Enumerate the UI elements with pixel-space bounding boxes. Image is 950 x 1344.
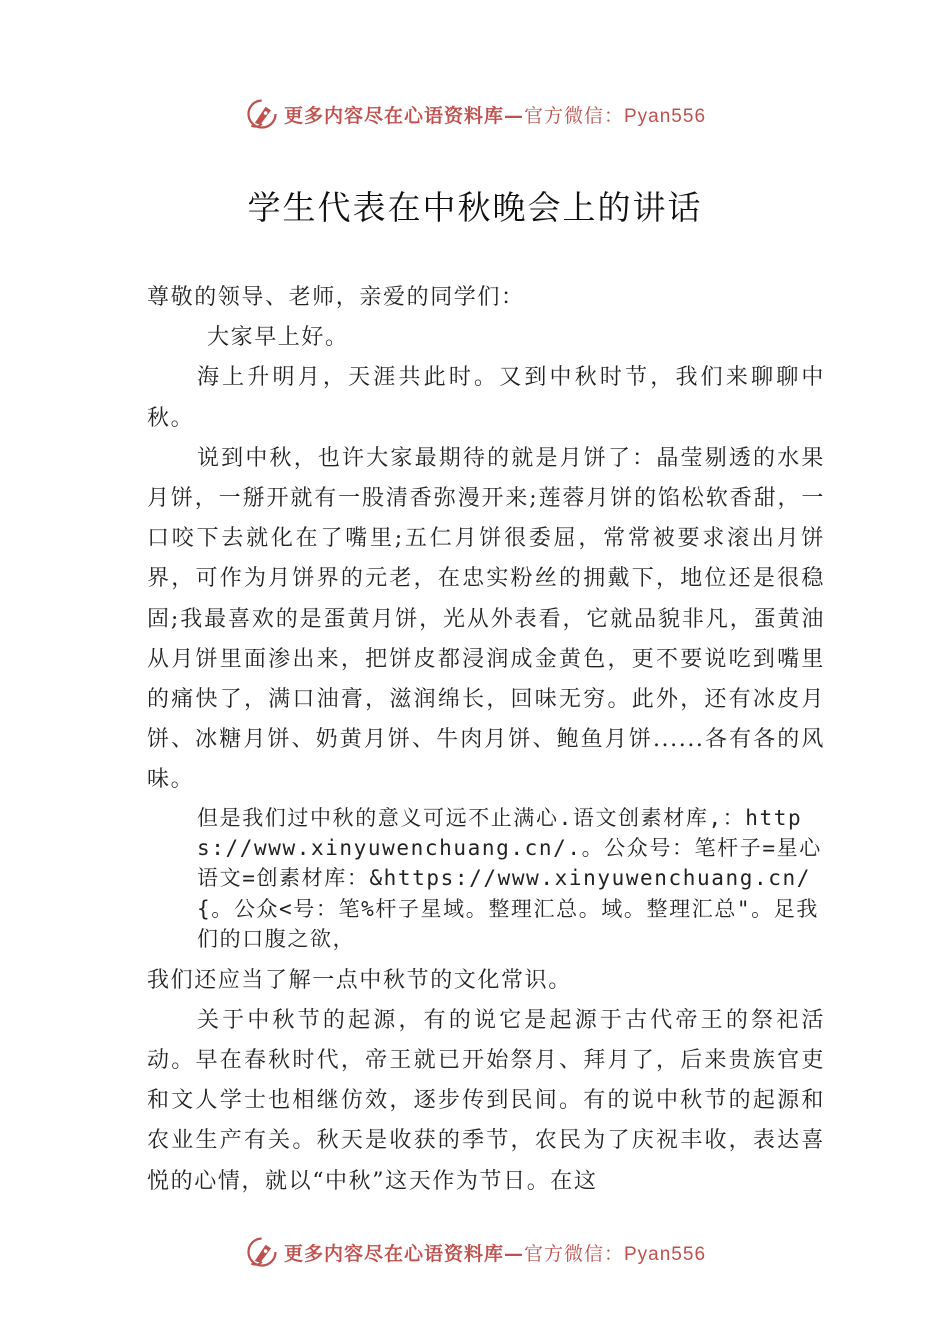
pen-nib-logo-icon	[244, 1234, 280, 1270]
pen-nib-logo-icon	[244, 96, 280, 132]
greeting: 大家早上好。	[207, 325, 349, 351]
header-banner	[0, 94, 950, 134]
paragraph-2: 说到中秋，也许大家最期待的就是月饼了：晶莹剔透的水果月饼，一掰开就有一股清香弥漫开来;莲蓉月饼的馅松软香甜，一口咬下去就化在了嘴里;五仁月饼很委屈，常常被要求滚出月饼界，可作为月饼界的元老，在忠实粉丝的拥戴下，地位还是很稳固;我最喜欢的是蛋黄月饼，光从外表看，它就品貌非凡，蛋黄油从月饼里面渗出来，把饼皮都浸润成金黄色，更不要说吃到嘴里的痛快了，满口油膏，滋润绵长，回味无穷。此外，还有冰皮月饼、冰糖月饼、奶黄月饼、牛肉月饼、鲍鱼月饼......各有各的风味。	[147, 445, 825, 793]
document-body	[147, 278, 825, 1202]
footer-banner	[0, 1232, 950, 1272]
document-title: 学生代表在中秋晚会上的讲话	[247, 188, 703, 227]
paragraph-3-tail: 我们还应当了解一点中秋节的文化常识。	[147, 967, 572, 993]
salutation: 尊敬的领导、老师，亲爱的同学们：	[147, 285, 525, 310]
footer-banner-text: 更多内容尽在心语资料库—官方微信：Pyan556	[283, 1242, 707, 1265]
header-banner-text: 更多内容尽在心语资料库—官方微信：Pyan556	[283, 104, 707, 127]
paragraph-3-watermark-text: 但是我们过中秋的意义可远不止满心.语文创素材库,：https://www.xinyuwenchuang.cn/.。公众号：笔杆子=星心语文=创素材库：&https://www.xinyuwenchuang.cn/{。公众<号：笔%杆子星域。整理汇总。域。整理汇总"。足我们的口腹之欲，	[197, 805, 822, 952]
paragraph-1: 海上升明月，天涯共此时。又到中秋时节，我们来聊聊中秋。	[147, 365, 825, 431]
paragraph-4: 关于中秋节的起源，有的说它是起源于古代帝王的祭祀活动。早在春秋时代，帝王就已开始祭月、拜月了，后来贵族官吏和文人学士也相继仿效，逐步传到民间。有的说中秋节的起源和农业生产有关。秋天是收获的季节，农民为了庆祝丰收，表达喜悦的心情，就以“中秋”这天作为节日。在这	[147, 1007, 825, 1194]
